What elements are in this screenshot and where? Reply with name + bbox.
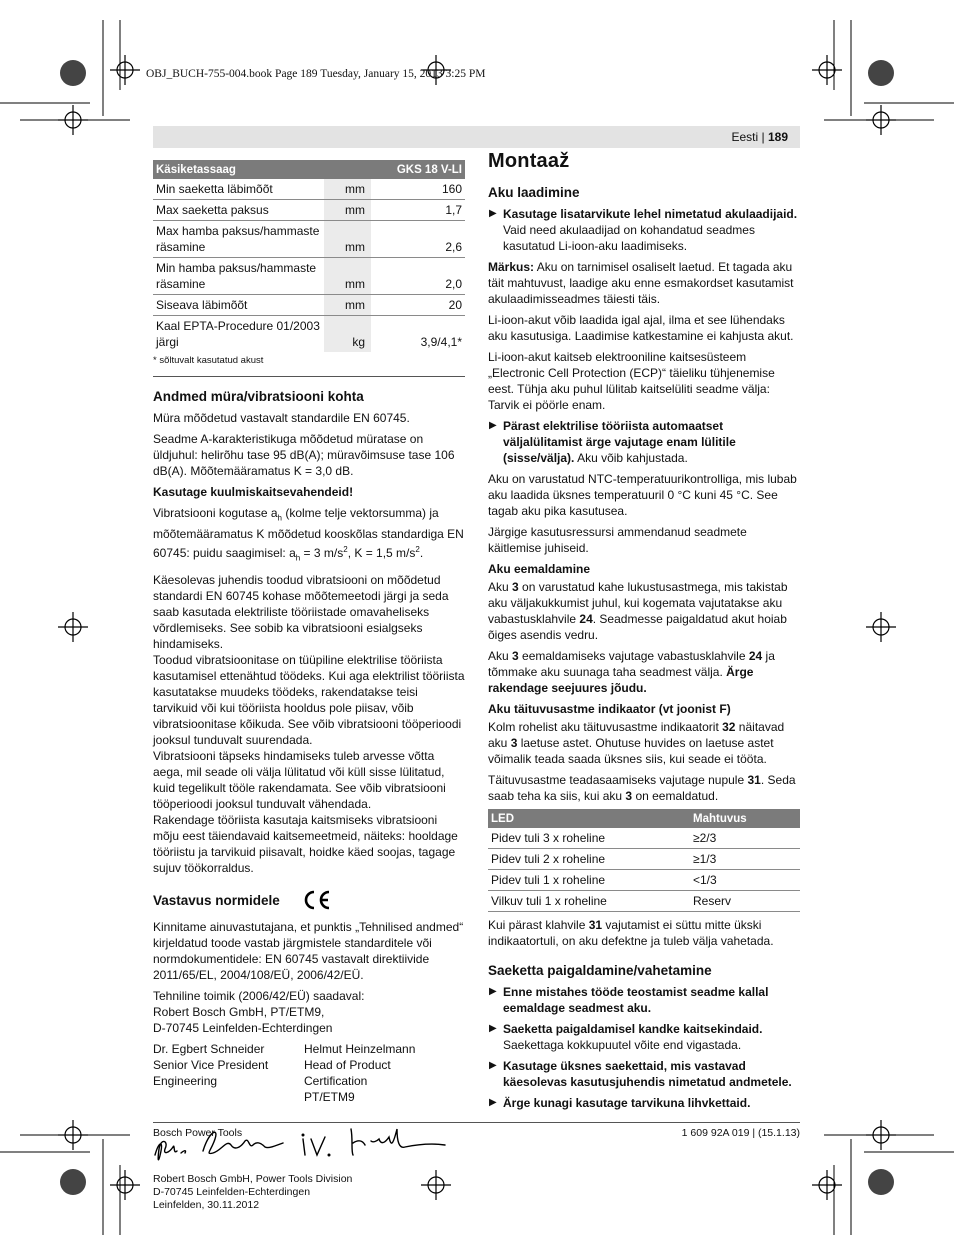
spec-table-model: GKS 18 V-LI: [371, 160, 465, 179]
table-row: [153, 316, 465, 353]
conformity-text: Tehniline toimik (2006/42/EÜ) saadaval:: [153, 988, 365, 1003]
table-row: [153, 200, 465, 221]
footer-divider: [153, 1122, 800, 1123]
charging-text: Li-ioon-akut võib laadida igal ajal, ilma et see lühendaks aku kasutusiga. Laadimise katkestamine ei kahjusta akut.: [488, 313, 794, 343]
signatory-left: Dr. Egbert Schneider Senior Vice President Engineering: [153, 1041, 269, 1088]
spec-unit: mm: [324, 200, 371, 221]
spec-value: 1,7: [371, 200, 465, 221]
left-column: [153, 160, 465, 1212]
vibration-text: Vibratsiooni täpseks hindamiseks tuleb arvesse võtta aega, mil seade oli välja lülitatud või küll sisse lülitatud, kuid tegelikult tööle rakendamata. See võib vibratsiooni tööperioodi jooksul tunduvalt vähendada.: [153, 748, 446, 811]
bullet-arrow-icon: ▶: [489, 208, 497, 219]
removing-text: Aku 3 on varustatud kahe lukustusastmega, mis takistab aku väljakukkumist juhul, kui kogemata vajutatakse aku vabastusklahvile 24. Seadmesse paigaldatud akut hoiab õiges asendis vedru.: [488, 580, 788, 642]
charging-text: Aku on varustatud NTC-temperatuurikontrolliga, mis lubab aku laadida üksnes temperatuuril 0 °C kuni 45 °C. See tagab aku pika kasutusea.: [488, 472, 797, 518]
led-table: [488, 809, 800, 912]
spec-value: 3,9/4,1*: [420, 335, 462, 349]
bullet-item: ▶ Ärge kunagi kasutage tarvikuna lihvkettaid.: [489, 1096, 751, 1110]
spec-unit: kg: [324, 316, 371, 353]
removing-text: Aku 3 eemaldamiseks vajutage vabastusklahvile 24 ja tõmmake aku suunaga taha seadmest välja. Ärge rakendage seejuures jõudu.: [488, 649, 775, 695]
spec-label: Kaal EPTA-Procedure 01/2003 järgi: [156, 319, 320, 349]
charging-text: Li-ioon-akut kaitseb elektrooniline kaitsesüsteem „Electronic Cell Protection (ECP)“ täieliku tühjenemise eest. Tühja aku puhul lülitab kaitselüliti seadme välja: Tarvik ei pöörle enam.: [488, 350, 775, 412]
vibration-text: Toodud vibratsioonitase on tüüpiline elektrilise tööriista kasutamisel ettenähtud töödeks. Kui aga elektrilist tööriista kasutatakse muudeks töödeks, rakendatakse teisi tarvikuid või kui tööriista hooldus pole piisav, võib vibratsioonitase kõikuda. See võib vibratsiooni tööperioodi jooksul tunduvalt suurendada.: [153, 652, 465, 747]
led-table-header: [488, 809, 800, 828]
indicator-text: Kolm rohelist aku täituvusastme indikaatorit 32 näitavad aku 3 laetuse astet. Ohutuse huvides on laetuse astet võimalik teada saada üksnes siis, kui seade ei tööta.: [488, 720, 785, 766]
signatures-image: [153, 1111, 465, 1173]
bullet-arrow-icon: ▶: [489, 986, 497, 997]
bullet-item: ▶ Pärast elektrilise tööriista automaatset väljalülitamist ärge vajutage enam lülitile (sisse/välja). Aku võib kahjustada.: [489, 419, 736, 465]
removing-heading: Aku eemaldamine: [488, 562, 591, 576]
conformity-text: D-70745 Leinfelden-Echterdingen: [153, 1020, 333, 1035]
bullet-arrow-icon: ▶: [489, 1097, 497, 1108]
noise-text: Seadme A-karakteristikuga mõõdetud müratase on üldjuhul: helirõhu tase 95 dB(A); müravõimsuse tase 106 dB(A). Mõõtemääramatus K = 3,0 dB.: [153, 432, 455, 478]
bullet-arrow-icon: ▶: [489, 420, 497, 431]
spec-value: 20: [371, 295, 465, 316]
bullet-arrow-icon: ▶: [489, 1023, 497, 1034]
spec-footnote: * sõltuvalt kasutatud akust: [153, 355, 264, 366]
spec-unit: mm: [324, 221, 371, 258]
spec-label: Min saeketta läbimõõt: [153, 179, 324, 200]
footer-doc-number: 1 609 92A 019 | (15.1.13): [681, 1127, 800, 1139]
header-text: [731, 130, 788, 144]
spec-label: Min hamba paksus/hammaste räsamine: [153, 258, 324, 295]
bullet-arrow-icon: ▶: [489, 1060, 497, 1071]
table-row: Pidev tuli 2 x roheline ≥1/3: [488, 849, 800, 870]
led-header: LED: [488, 809, 690, 828]
spec-label: Max saeketta paksus: [153, 200, 324, 221]
page-header: [153, 126, 800, 148]
header-separator: |: [761, 130, 765, 144]
conformity-heading: Vastavus normidele: [153, 890, 465, 913]
spec-label: Siseava läbimõõt: [153, 295, 324, 316]
spec-value: 2,0: [371, 258, 465, 295]
noise-warning: Kasutage kuulmiskaitsevahendeid!: [153, 485, 354, 499]
bullet-item: ▶ Saeketta paigaldamisel kandke kaitsekindaid. Saekettaga kokkupuutel võite end vigastada.: [489, 1022, 763, 1052]
table-row: Pidev tuli 1 x roheline <1/3: [488, 870, 800, 891]
spec-table-title: Käsiketassaag: [153, 160, 371, 179]
charging-heading: Aku laadimine: [488, 185, 580, 200]
ce-mark-icon: [302, 890, 332, 913]
table-row: [153, 258, 465, 295]
spec-label: Max hamba paksus/hammaste räsamine: [153, 221, 324, 258]
company-address: Robert Bosch GmbH, Power Tools Division D-70745 Leinfelden-Echterdingen Leinfelden, 30.11.2012: [153, 1172, 353, 1211]
spec-unit: mm: [324, 179, 371, 200]
table-row: [153, 295, 465, 316]
noise-text: Müra mõõdetud vastavalt standardile EN 60745.: [153, 411, 410, 425]
indicator-heading: Aku täituvusastme indikaator (vt joonist F): [488, 702, 731, 716]
page-number: 189: [767, 130, 788, 144]
table-row: Pidev tuli 3 x roheline ≥2/3: [488, 828, 800, 849]
vibration-text: Vibratsiooni kogutase $a_h$ (kolme telje vektorsumma) ja mõõtemääramatus K mõõdetud kooskõlas standardiga EN 60745: puidu saagimisel: $a_h = 3$ $m/s^2$, K = 1,5 $m/s^2$.: [153, 506, 464, 563]
bullet-item: ▶ Enne mistahes tööde teostamist seadme kallal eemaldage seadmest aku.: [489, 985, 769, 1015]
section-title: Montaaž: [488, 150, 570, 172]
bullet-item: ▶ Kasutage lisatarvikute lehel nimetatud akulaadijaid. Vaid need akulaadijad on kohandatud seadmes kasutatud Li-ioon-aku laadimiseks.: [489, 207, 798, 253]
conformity-text: Robert Bosch GmbH, PT/ETM9,: [153, 1004, 325, 1019]
charging-text: Järgige kasutusressursi ammendanud seadmete käitlemise juhiseid.: [488, 525, 747, 555]
indicator-text: Täituvusastme teadasaamiseks vajutage nupule 31. Seda saab teha ka siis, kui aku 3 on eemaldatud.: [488, 773, 796, 803]
spec-table: [153, 160, 465, 352]
header-language: Eesti: [731, 130, 759, 144]
spec-unit: mm: [324, 295, 371, 316]
conformity-text: Kinnitame ainuvastutajana, et punktis „Tehnilised andmed“ kirjeldatud toode vastab järgmistele standarditele või normdokumentidele: EN 60745 vastavalt direktiivide 2011/65/EL, 2004/108/EÜ, 2006/42/EÜ.: [153, 919, 464, 982]
right-column: [488, 150, 800, 1116]
table-row: Vilkuv tuli 1 x roheline Reserv: [488, 891, 800, 912]
vibration-text: Rakendage tööriista kasutaja kaitsmiseks vibratsiooni mõju eest täiendavaid kaitsemeetmeid, näiteks: hooldage tööriistu ja tarvikuid piisavalt, hoidke käed soojas, tagage sujuv töökorraldus.: [153, 812, 458, 875]
signatory-right: Helmut Heinzelmann Head of Product Certification PT/ETM9: [304, 1041, 416, 1104]
spec-value: 160: [371, 179, 465, 200]
footer-brand: Bosch Power Tools: [153, 1127, 243, 1139]
table-row: [153, 221, 465, 258]
vibration-text: Käesolevas juhendis toodud vibratsiooni on mõõdetud standardi EN 60745 kohase mõõtemeetodi järgi ja seda saab kasutada elektriliste tööriistade omavaheliseks võrdlemiseks. See sobib ka vibratsiooni esialgseks hindamiseks.: [153, 572, 449, 651]
print-info: OBJ_BUCH-755-004.book Page 189 Tuesday, January 15, 2013 3:25 PM: [146, 68, 486, 80]
spec-unit: mm: [324, 258, 371, 295]
divider: [153, 376, 465, 377]
bullet-item: ▶ Kasutage üksnes saekettaid, mis vastavad käesolevas kasutusjuhendis nimetatud andmetele.: [489, 1059, 792, 1089]
blade-heading: Saeketta paigaldamine/vahetamine: [488, 963, 712, 978]
spec-table-header: [153, 160, 465, 179]
noise-heading: Andmed müra/vibratsiooni kohta: [153, 389, 364, 404]
capacity-header: Mahtuvus: [690, 809, 800, 828]
signatories: [153, 1041, 465, 1105]
spec-value: 2,6: [371, 221, 465, 258]
table-row: [153, 179, 465, 200]
indicator-text: Kui pärast klahvile 31 vajutamist ei süttu mitte ükski indikaatortuli, on aku defektne ja tuleb välja vahetada.: [488, 918, 774, 948]
note-text: Märkus: Aku on tarnimisel osaliselt laetud. Et tagada aku täit mahtuvust, laadige aku enne esmakordset kasutamist akulaadimisseadmes täiesti täis.: [488, 260, 794, 306]
